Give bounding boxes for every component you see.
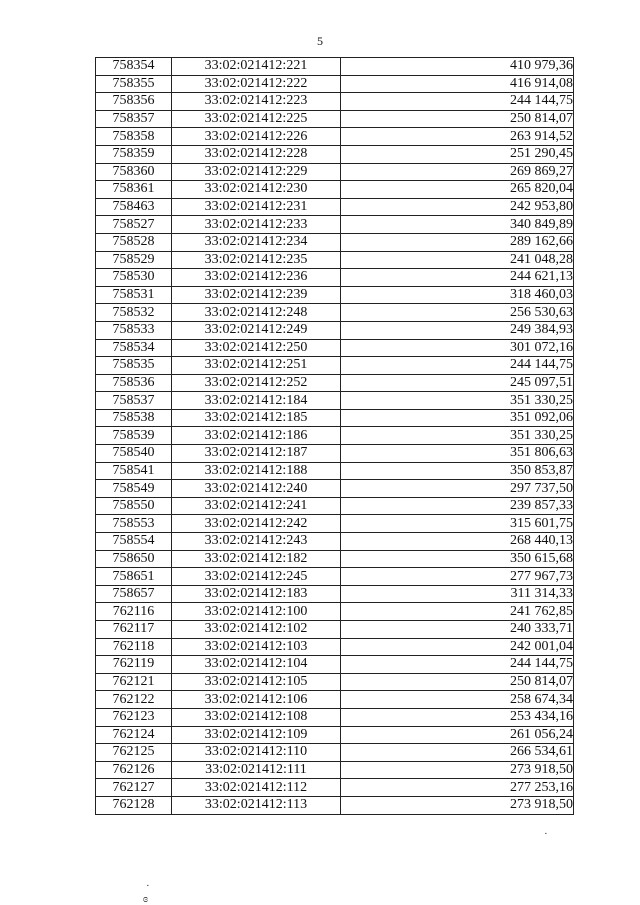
value-cell: 277 967,73 — [341, 568, 574, 586]
table-row — [96, 603, 574, 621]
table-row — [96, 427, 574, 445]
table-row — [96, 128, 574, 146]
value-cell: 265 820,04 — [341, 181, 574, 199]
record-number-cell: 758540 — [96, 445, 172, 463]
cadastral-number-cell: 33:02:021412:185 — [172, 409, 341, 427]
table-row — [96, 75, 574, 93]
table-row — [96, 533, 574, 551]
table-row — [96, 568, 574, 586]
value-cell: 416 914,08 — [341, 75, 574, 93]
cadastral-number-cell: 33:02:021412:104 — [172, 656, 341, 674]
value-cell: 253 434,16 — [341, 708, 574, 726]
table-row — [96, 480, 574, 498]
record-number-cell: 762125 — [96, 744, 172, 762]
cadastral-number-cell: 33:02:021412:109 — [172, 726, 341, 744]
table-row — [96, 515, 574, 533]
cadastral-number-cell: 33:02:021412:187 — [172, 445, 341, 463]
cadastral-number-cell: 33:02:021412:102 — [172, 621, 341, 639]
cadastral-number-cell: 33:02:021412:236 — [172, 269, 341, 287]
record-number-cell: 762123 — [96, 708, 172, 726]
cadastral-number-cell: 33:02:021412:222 — [172, 75, 341, 93]
value-cell: 350 853,87 — [341, 462, 574, 480]
table-row — [96, 638, 574, 656]
record-number-cell: 758533 — [96, 321, 172, 339]
table-row — [96, 691, 574, 709]
record-number-cell: 758357 — [96, 110, 172, 128]
record-number-cell: 762124 — [96, 726, 172, 744]
cadastral-number-cell: 33:02:021412:228 — [172, 145, 341, 163]
record-number-cell: 758539 — [96, 427, 172, 445]
record-number-cell: 762116 — [96, 603, 172, 621]
cadastral-number-cell: 33:02:021412:103 — [172, 638, 341, 656]
value-cell: 239 857,33 — [341, 497, 574, 515]
record-number-cell: 762122 — [96, 691, 172, 709]
record-number-cell: 758531 — [96, 286, 172, 304]
cadastral-number-cell: 33:02:021412:111 — [172, 761, 341, 779]
cadastral-number-cell: 33:02:021412:223 — [172, 93, 341, 111]
record-number-cell: 758361 — [96, 181, 172, 199]
table-row — [96, 761, 574, 779]
record-number-cell: 762128 — [96, 796, 172, 814]
value-cell: 410 979,36 — [341, 58, 574, 76]
record-number-cell: 758532 — [96, 304, 172, 322]
cadastral-number-cell: 33:02:021412:226 — [172, 128, 341, 146]
record-number-cell: 758355 — [96, 75, 172, 93]
scan-speck: · — [146, 880, 150, 892]
table-row — [96, 216, 574, 234]
cadastral-number-cell: 33:02:021412:249 — [172, 321, 341, 339]
record-number-cell: 762117 — [96, 621, 172, 639]
record-number-cell: 762118 — [96, 638, 172, 656]
table-row — [96, 550, 574, 568]
page-number: 5 — [317, 34, 323, 48]
cadastral-number-cell: 33:02:021412:183 — [172, 585, 341, 603]
record-number-cell: 758550 — [96, 497, 172, 515]
record-number-cell: 762127 — [96, 779, 172, 797]
table-row — [96, 233, 574, 251]
record-number-cell: 758554 — [96, 533, 172, 551]
record-number-cell: 758360 — [96, 163, 172, 181]
scan-mark: ɞ — [143, 893, 148, 905]
value-cell: 351 806,63 — [341, 445, 574, 463]
value-cell: 240 333,71 — [341, 621, 574, 639]
table-row — [96, 198, 574, 216]
value-cell: 266 534,61 — [341, 744, 574, 762]
table-row — [96, 269, 574, 287]
cadastral-number-cell: 33:02:021412:242 — [172, 515, 341, 533]
value-cell: 297 737,50 — [341, 480, 574, 498]
cadastral-number-cell: 33:02:021412:225 — [172, 110, 341, 128]
value-cell: 277 253,16 — [341, 779, 574, 797]
value-cell: 289 162,66 — [341, 233, 574, 251]
cadastral-number-cell: 33:02:021412:243 — [172, 533, 341, 551]
cadastral-number-cell: 33:02:021412:221 — [172, 58, 341, 76]
cadastral-number-cell: 33:02:021412:233 — [172, 216, 341, 234]
cadastral-number-cell: 33:02:021412:235 — [172, 251, 341, 269]
value-cell: 311 314,33 — [341, 585, 574, 603]
value-cell: 250 814,07 — [341, 110, 574, 128]
record-number-cell: 758657 — [96, 585, 172, 603]
value-cell: 351 330,25 — [341, 392, 574, 410]
record-number-cell: 762126 — [96, 761, 172, 779]
cadastral-number-cell: 33:02:021412:110 — [172, 744, 341, 762]
table-row — [96, 357, 574, 375]
cadastral-number-cell: 33:02:021412:113 — [172, 796, 341, 814]
record-number-cell: 758359 — [96, 145, 172, 163]
table-row — [96, 251, 574, 269]
cadastral-number-cell: 33:02:021412:250 — [172, 339, 341, 357]
cadastral-number-cell: 33:02:021412:234 — [172, 233, 341, 251]
cadastral-number-cell: 33:02:021412:108 — [172, 708, 341, 726]
value-cell: 261 056,24 — [341, 726, 574, 744]
table-row — [96, 93, 574, 111]
table-row — [96, 409, 574, 427]
value-cell: 251 290,45 — [341, 145, 574, 163]
table-row — [96, 779, 574, 797]
value-cell: 273 918,50 — [341, 796, 574, 814]
value-cell: 256 530,63 — [341, 304, 574, 322]
value-cell: 340 849,89 — [341, 216, 574, 234]
cadastral-number-cell: 33:02:021412:100 — [172, 603, 341, 621]
cadastral-number-cell: 33:02:021412:248 — [172, 304, 341, 322]
cadastral-number-cell: 33:02:021412:230 — [172, 181, 341, 199]
table-row — [96, 321, 574, 339]
table-row — [96, 585, 574, 603]
record-number-cell: 758541 — [96, 462, 172, 480]
table-row — [96, 58, 574, 76]
table-row — [96, 796, 574, 814]
cadastral-number-cell: 33:02:021412:105 — [172, 673, 341, 691]
table-row — [96, 462, 574, 480]
registry-table — [95, 57, 574, 815]
record-number-cell: 758651 — [96, 568, 172, 586]
table-row — [96, 497, 574, 515]
cadastral-number-cell: 33:02:021412:231 — [172, 198, 341, 216]
value-cell: 273 918,50 — [341, 761, 574, 779]
cadastral-number-cell: 33:02:021412:229 — [172, 163, 341, 181]
table-row — [96, 339, 574, 357]
record-number-cell: 758463 — [96, 198, 172, 216]
value-cell: 244 144,75 — [341, 93, 574, 111]
record-number-cell: 758529 — [96, 251, 172, 269]
table-row — [96, 286, 574, 304]
value-cell: 268 440,13 — [341, 533, 574, 551]
value-cell: 258 674,34 — [341, 691, 574, 709]
cadastral-number-cell: 33:02:021412:186 — [172, 427, 341, 445]
cadastral-number-cell: 33:02:021412:184 — [172, 392, 341, 410]
record-number-cell: 758650 — [96, 550, 172, 568]
value-cell: 249 384,93 — [341, 321, 574, 339]
cadastral-number-cell: 33:02:021412:239 — [172, 286, 341, 304]
cadastral-number-cell: 33:02:021412:182 — [172, 550, 341, 568]
table-row — [96, 673, 574, 691]
value-cell: 245 097,51 — [341, 374, 574, 392]
value-cell: 242 001,04 — [341, 638, 574, 656]
value-cell: 241 048,28 — [341, 251, 574, 269]
record-number-cell: 758553 — [96, 515, 172, 533]
cadastral-number-cell: 33:02:021412:251 — [172, 357, 341, 375]
table-row — [96, 304, 574, 322]
value-cell: 315 601,75 — [341, 515, 574, 533]
table-row — [96, 726, 574, 744]
value-cell: 241 762,85 — [341, 603, 574, 621]
table-row — [96, 145, 574, 163]
table-row — [96, 445, 574, 463]
table-row — [96, 656, 574, 674]
cadastral-number-cell: 33:02:021412:112 — [172, 779, 341, 797]
table-row — [96, 110, 574, 128]
table-row — [96, 374, 574, 392]
record-number-cell: 758527 — [96, 216, 172, 234]
table-row — [96, 708, 574, 726]
cadastral-number-cell: 33:02:021412:188 — [172, 462, 341, 480]
table-row — [96, 621, 574, 639]
table-row — [96, 181, 574, 199]
record-number-cell: 758537 — [96, 392, 172, 410]
record-number-cell: 758358 — [96, 128, 172, 146]
registry-table-body — [96, 58, 574, 815]
value-cell: 318 460,03 — [341, 286, 574, 304]
record-number-cell: 758536 — [96, 374, 172, 392]
record-number-cell: 758535 — [96, 357, 172, 375]
value-cell: 269 869,27 — [341, 163, 574, 181]
cadastral-number-cell: 33:02:021412:240 — [172, 480, 341, 498]
record-number-cell: 762121 — [96, 673, 172, 691]
cadastral-number-cell: 33:02:021412:106 — [172, 691, 341, 709]
record-number-cell: 758549 — [96, 480, 172, 498]
table-row — [96, 163, 574, 181]
record-number-cell: 758356 — [96, 93, 172, 111]
cadastral-number-cell: 33:02:021412:245 — [172, 568, 341, 586]
record-number-cell: 758530 — [96, 269, 172, 287]
value-cell: 351 092,06 — [341, 409, 574, 427]
value-cell: 350 615,68 — [341, 550, 574, 568]
value-cell: 351 330,25 — [341, 427, 574, 445]
record-number-cell: 758534 — [96, 339, 172, 357]
value-cell: 242 953,80 — [341, 198, 574, 216]
value-cell: 244 144,75 — [341, 357, 574, 375]
value-cell: 301 072,16 — [341, 339, 574, 357]
cadastral-number-cell: 33:02:021412:252 — [172, 374, 341, 392]
table-row — [96, 744, 574, 762]
cadastral-number-cell: 33:02:021412:241 — [172, 497, 341, 515]
record-number-cell: 758538 — [96, 409, 172, 427]
value-cell: 250 814,07 — [341, 673, 574, 691]
record-number-cell: 762119 — [96, 656, 172, 674]
record-number-cell: 758528 — [96, 233, 172, 251]
record-number-cell: 758354 — [96, 58, 172, 76]
scan-speck: · — [544, 828, 548, 840]
value-cell: 244 621,13 — [341, 269, 574, 287]
value-cell: 244 144,75 — [341, 656, 574, 674]
table-row — [96, 392, 574, 410]
value-cell: 263 914,52 — [341, 128, 574, 146]
